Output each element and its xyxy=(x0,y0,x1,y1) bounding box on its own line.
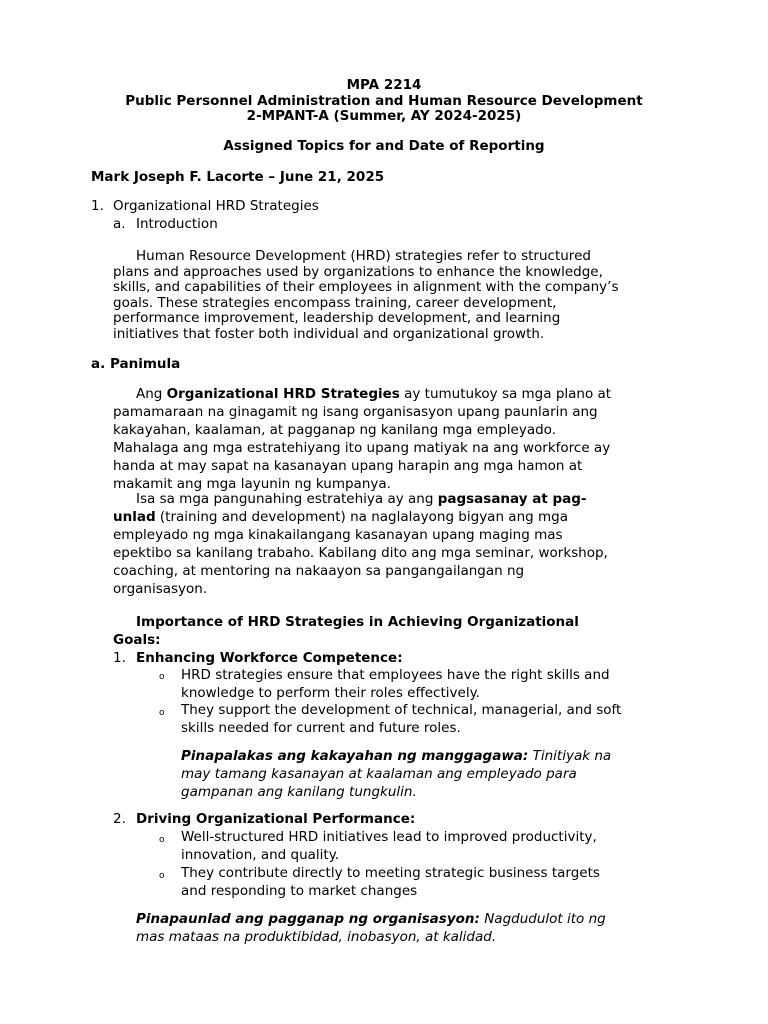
reporter-line: Mark Joseph F. Lacorte – June 21, 2025 xyxy=(91,169,385,185)
panimula-line: handa at may sapat na kasanayan upang harapin ang mga hamon at xyxy=(113,458,583,474)
note-line xyxy=(136,910,681,928)
note-line: may tamang kasanayan at kaalaman ang empleyado para xyxy=(181,766,577,782)
bullet-line: Well-structured HRD initiatives lead to improved productivity, xyxy=(181,829,597,845)
note-line xyxy=(181,747,681,765)
bullet-line: They contribute directly to meeting strategic business targets xyxy=(181,865,600,881)
list-item-title: Enhancing Workforce Competence: xyxy=(136,650,403,666)
note-emphasis: Pinapaunlad ang pagganap ng organisasyon: xyxy=(136,911,480,927)
panimula-line: epektibo sa kanilang trabaho. Kabilang dito ang mga seminar, workshop, xyxy=(113,545,608,561)
bullet-icon: o xyxy=(159,835,165,845)
translation-note xyxy=(181,747,681,801)
bullet-line: They support the development of technical, managerial, and soft xyxy=(181,702,622,718)
panimula-text: Ang xyxy=(136,386,167,402)
bullet-icon: o xyxy=(159,708,165,718)
outline-number: 1. xyxy=(91,198,104,214)
note-text: Nagdudulot ito ng xyxy=(479,911,606,927)
panimula-line: empleyado ng mga kinakailangang kasanayan upang maging mas xyxy=(113,527,563,543)
panimula-line: kakayahan, kaalaman, at pagganap ng kanilang mga empleyado. xyxy=(113,422,556,438)
intro-line: skills, and capabilities of their employees in alignment with the company’s xyxy=(113,279,619,295)
panimula-line xyxy=(113,490,677,508)
section-label: 2-MPANT-A (Summer, AY 2024-2025) xyxy=(246,108,522,124)
outline-sub-letter: a. xyxy=(113,216,126,232)
bullet-text xyxy=(181,864,681,900)
intro-line: goals. These strategies encompass training, career development, xyxy=(113,294,557,311)
course-title: Public Personnel Administration and Human Resource Development xyxy=(125,93,643,109)
course-code: MPA 2214 xyxy=(346,77,422,93)
bullet-line: knowledge to perform their roles effectively. xyxy=(181,685,480,701)
bullet-line: innovation, and quality. xyxy=(181,847,340,863)
note-text: Tinitiyak na xyxy=(528,748,612,764)
outline-sub-label: Introduction xyxy=(136,216,218,232)
intro-line: Human Resource Development (HRD) strategies refer to structured xyxy=(136,248,591,264)
intro-paragraph xyxy=(113,249,678,342)
note-line: mas mataas na produktibidad, inobasyon, at kalidad. xyxy=(136,929,497,945)
bullet-icon: o xyxy=(159,672,165,682)
panimula-text: ay tumutukoy sa mga plano at xyxy=(399,386,612,402)
panimula-text: (training and development) na naglalayong bigyan ang mga xyxy=(155,509,568,525)
importance-heading: Importance of HRD Strategies in Achieving Organizational xyxy=(136,614,579,630)
document-subtitle: Assigned Topics for and Date of Reporting xyxy=(223,138,545,154)
intro-line: plans and approaches used by organizations to enhance the knowledge, xyxy=(113,263,603,280)
panimula-line: coaching, at mentoring na nakaayon sa pangangailangan ng xyxy=(113,563,525,579)
list-number: 1. xyxy=(113,650,126,666)
panimula-line: makamit ang mga layunin ng kumpanya. xyxy=(113,476,391,492)
panimula-paragraph-2 xyxy=(113,490,677,598)
panimula-line: Mahalaga ang mga estratehiyang ito upang matiyak na ang workforce ay xyxy=(113,440,611,456)
intro-line: performance improvement, leadership development, and learning xyxy=(113,310,561,326)
panimula-emphasis: Organizational HRD Strategies xyxy=(166,386,400,402)
panimula-paragraph-1 xyxy=(113,385,677,493)
intro-line: initiatives that foster both individual and organizational growth. xyxy=(113,325,545,342)
panimula-line: pamamaraan na ginagamit ng isang organisasyon upang paunlarin ang xyxy=(113,404,598,420)
panimula-emphasis: pagsasanay at pag- xyxy=(437,491,587,507)
list-number: 2. xyxy=(113,811,126,827)
list-item-title: Driving Organizational Performance: xyxy=(136,811,416,827)
panimula-line: organisasyon. xyxy=(113,581,208,597)
bullet-text xyxy=(181,701,681,737)
panimula-line xyxy=(113,385,677,403)
bullet-line: and responding to market changes xyxy=(181,883,418,899)
bullet-icon: o xyxy=(159,871,165,881)
outline-topic: Organizational HRD Strategies xyxy=(113,198,319,214)
panimula-emphasis: unlad xyxy=(113,509,156,525)
panimula-text: Isa sa mga pangunahing estratehiya ay ang xyxy=(136,491,438,507)
translation-note xyxy=(136,910,681,946)
importance-heading-cont: Goals: xyxy=(113,632,161,648)
panimula-heading: a. Panimula xyxy=(91,356,181,372)
bullet-text xyxy=(181,828,681,864)
bullet-text xyxy=(181,666,681,702)
note-emphasis: Pinapalakas ang kakayahan ng manggagawa: xyxy=(181,748,529,764)
note-line: gampanan ang kanilang tungkulin. xyxy=(181,784,417,800)
bullet-line: HRD strategies ensure that employees have the right skills and xyxy=(181,667,610,683)
bullet-line: skills needed for current and future roles. xyxy=(181,720,461,736)
panimula-line xyxy=(113,508,677,526)
